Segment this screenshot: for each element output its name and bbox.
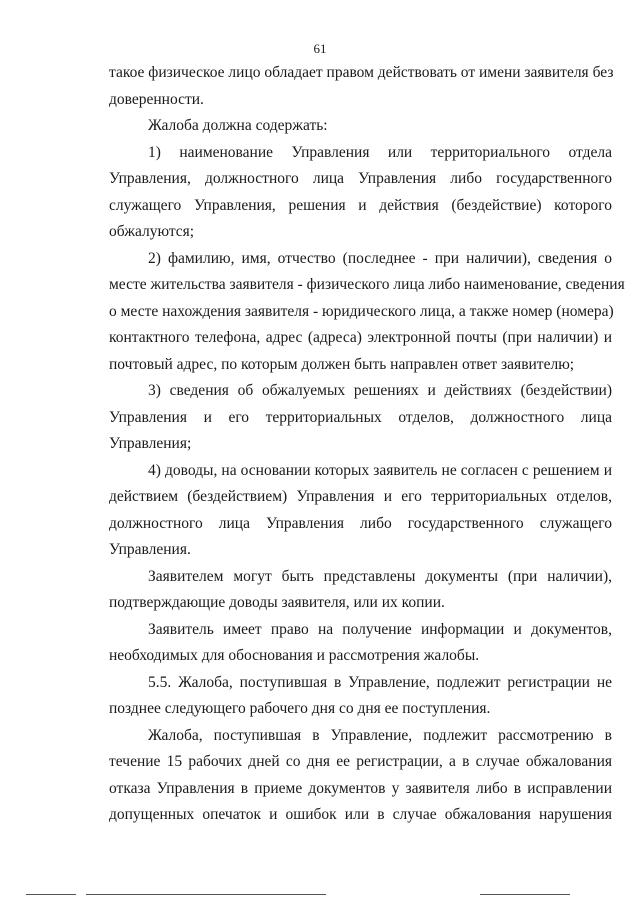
document-body [109,60,625,829]
text-line: Жалоба, поступившая в Управление, подлежит рассмотрению в [148,726,612,744]
text-line: позднее следующего рабочего дня со дня ее поступления. [109,700,491,717]
paragraph [109,670,612,723]
text-line: течение 15 рабочих дней со дня ее регистрации, а в случае обжалования [109,753,612,770]
paragraph [109,617,612,670]
text-line: месте жительства заявителя - физического лица либо наименование, сведения [109,276,625,293]
text-line: такое физическое лицо обладает правом действовать от имени заявителя без [109,64,614,81]
text-line: 4) доводы, на основании которых заявитель не согласен с решением и [148,461,612,479]
text-line: Заявителем могут быть представлены документы (при наличии), [148,567,612,585]
text-line: Управления и его территориальных отделов, должностного лица [109,408,612,426]
text-line: контактного телефона, адрес (адреса) электронной почты (при наличии) и [109,329,612,346]
paragraph [109,458,612,564]
text-line: 1) наименование Управления или территориального отдела [148,143,612,161]
paragraph [109,113,612,140]
text-line: о месте нахождения заявителя - юридического лица, а также номер (номера) [109,302,614,320]
paragraph [109,378,612,458]
paragraph [109,246,625,379]
text-line: служащего Управления, решения и действия (бездействие) которого [109,196,612,214]
paragraph [109,723,612,829]
scan-edge-line [480,894,570,895]
text-line: Заявитель имеет право на получение информации и документов, [148,620,612,638]
text-line: подтверждающие доводы заявителя, или их копии. [109,594,445,611]
text-line: отказа Управления в приеме документов у заявителя либо в исправлении [109,779,612,797]
text-line: Жалоба должна содержать: [148,117,328,134]
paragraph [109,140,612,246]
paragraph [109,564,612,617]
text-line: действием (бездействием) Управления и его территориальных отделов, [109,488,612,505]
text-line: 5.5. Жалоба, поступившая в Управление, подлежит регистрации не [148,673,612,691]
page-number: 61 [313,41,327,56]
text-line: обжалуются; [109,223,195,240]
text-line: Управления, должностного лица Управления либо государственного [109,170,612,187]
scan-edge-line [86,894,326,895]
text-line: Управления; [109,435,192,452]
text-line: почтовый адрес, по которым должен быть направлен ответ заявителю; [109,355,575,373]
text-line: необходимых для обоснования и рассмотрения жалобы. [109,647,480,664]
text-line: должностного лица Управления либо государственного служащего [109,514,612,532]
text-line: 3) сведения об обжалуемых решениях и действиях (бездействии) [148,382,612,399]
text-line: 2) фамилию, имя, отчество (последнее - при наличии), сведения о [148,249,612,267]
text-line: допущенных опечаток и ошибок или в случае обжалования нарушения [109,806,612,823]
text-line: Управления. [109,541,191,558]
paragraph [109,60,612,113]
text-line: доверенности. [109,90,204,108]
scan-edge-line [26,894,76,895]
